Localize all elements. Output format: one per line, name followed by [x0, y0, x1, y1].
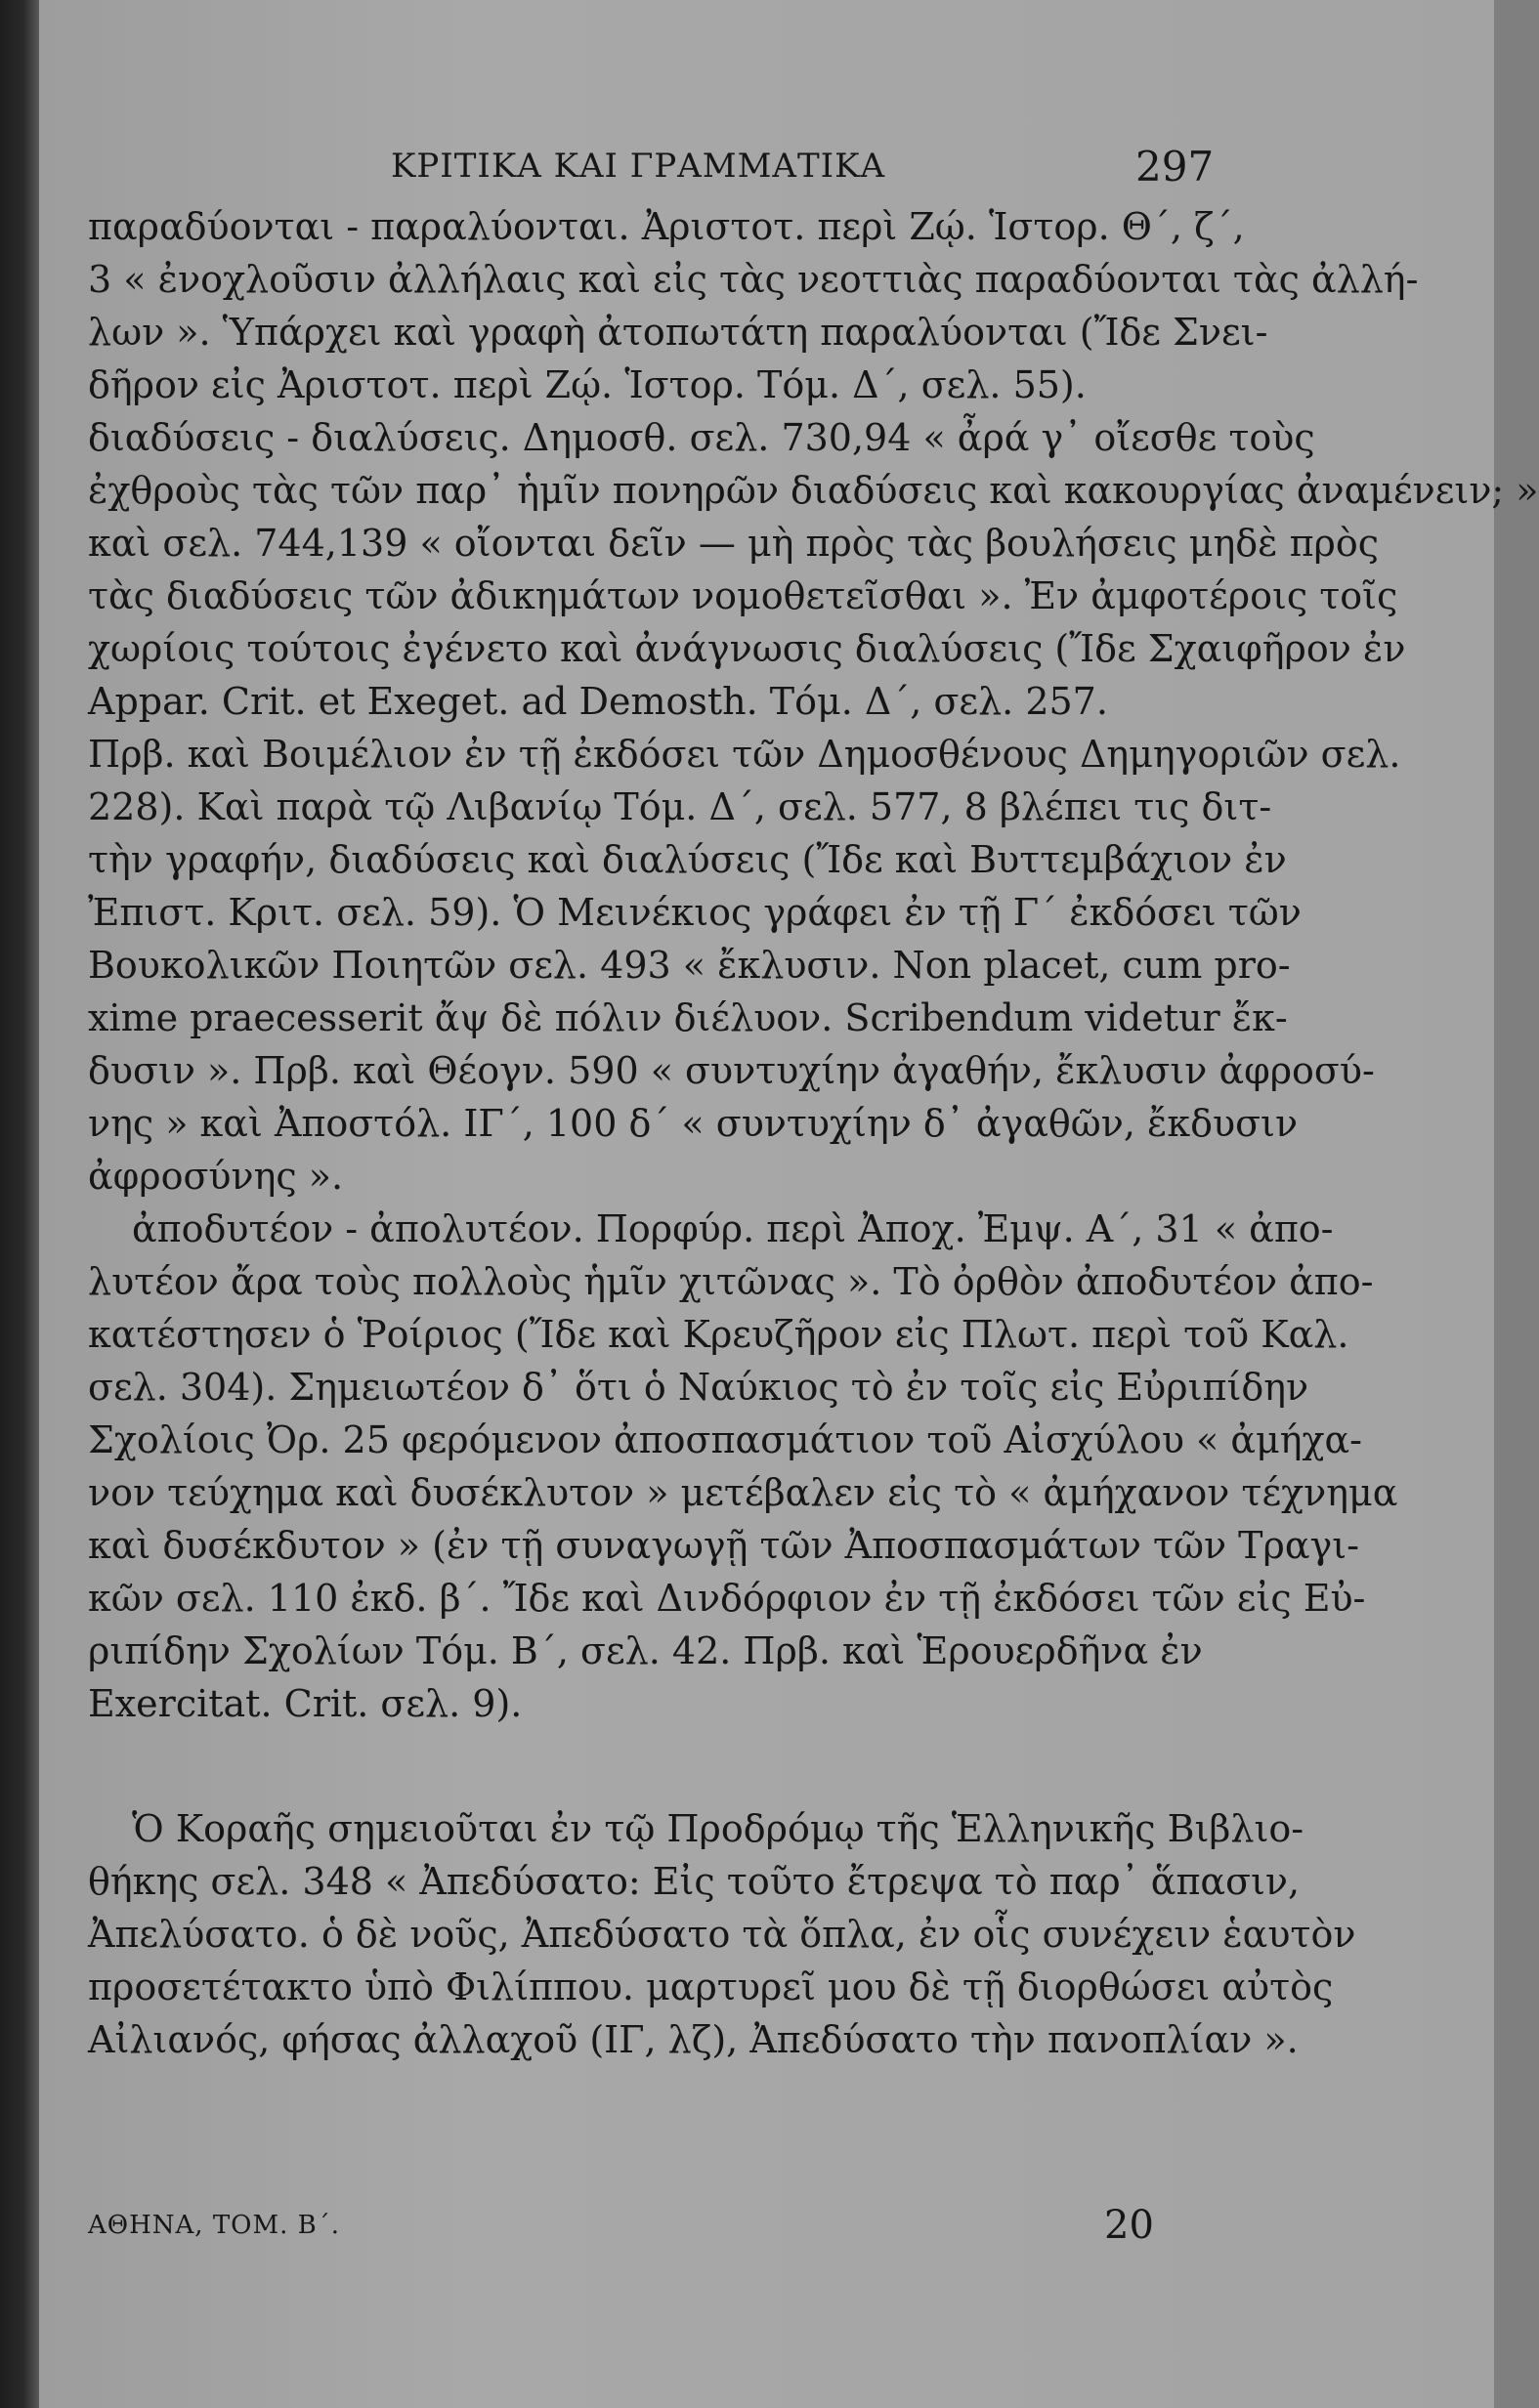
text-line: Appar. Crit. et Exeget. ad Demosth. Τόμ. Δ΄, σελ. 257.: [88, 680, 1108, 723]
book-page: [39, 0, 1539, 2408]
text-line: Exercitat. Crit. σελ. 9).: [88, 1682, 523, 1725]
text-line: παραδύονται - παραλύονται. Ἀριστοτ. περὶ Ζῴ. Ἱστορ. Θ΄, ζ΄,: [88, 205, 1245, 248]
text-line: ἀποδυτέον - ἀπολυτέον. Πορφύρ. περὶ Ἀποχ. Ἐμψ. Α΄, 31 « ἀπο-: [132, 1207, 1334, 1250]
paragraph-3: [88, 1802, 1356, 2066]
text-line: Ὁ Κοραῆς σημειοῦται ἐν τῷ Προδρόμῳ τῆς Ἑλληνικῆς Βιβλιο-: [132, 1807, 1304, 1850]
running-title: ΚΡΙΤΙΚΑ ΚΑΙ ΓΡΑΜΜΑΤΙΚΑ: [391, 147, 886, 186]
paragraph-1: [88, 200, 1539, 1203]
body-text: [88, 200, 1539, 2066]
sheet-number: 20: [1104, 2203, 1154, 2248]
text-line: καὶ δυσέκδυτον » (ἐν τῇ συναγωγῇ τῶν Ἀποσπασμάτων τῶν Τραγι-: [88, 1524, 1359, 1567]
text-line: Πρβ. καὶ Βοιμέλιον ἐν τῇ ἐκδόσει τῶν Δημοσθένους Δημηγοριῶν σελ.: [88, 733, 1401, 776]
text-line: δυσιν ». Πρβ. καὶ Θέογν. 590 « συντυχίην ἀγαθήν, ἔκλυσιν ἀφροσύ-: [88, 1049, 1375, 1092]
text-line: Αἰλιανός, φήσας ἀλλαχοῦ (ΙΓ, λζ), Ἀπεδύσατο τὴν πανοπλίαν ».: [88, 2018, 1299, 2061]
text-line: λων ». Ὑπάρχει καὶ γραφὴ ἀτοπωτάτη παραλύονται (Ἴδε Σνει-: [88, 311, 1268, 354]
scan-binding-shadow: [0, 0, 39, 2408]
text-line: χωρίοις τούτοις ἐγένετο καὶ ἀνάγνωσις διαλύσεις (Ἴδε Σχαιφῆρον ἐν: [88, 627, 1406, 670]
signature-mark: ΑΘΗΝΑ, ΤΟΜ. Β΄.: [88, 2211, 341, 2240]
text-line: τὴν γραφήν, διαδύσεις καὶ διαλύσεις (Ἴδε καὶ Βυττεμβάχιον ἐν: [88, 838, 1287, 881]
text-line: Ἐπιστ. Κριτ. σελ. 59). Ὁ Μεινέκιος γράφει ἐν τῇ Γ΄ ἐκδόσει τῶν: [88, 891, 1302, 934]
text-line: ἐχθροὺς τὰς τῶν παρ᾿ ἡμῖν πονηρῶν διαδύσεις καὶ κακουργίας ἀναμένειν; »: [88, 469, 1539, 512]
text-line: κῶν σελ. 110 ἐκδ. β΄. Ἴδε καὶ Δινδόρφιον ἐν τῇ ἐκδόσει τῶν εἰς Εὐ-: [88, 1577, 1366, 1620]
text-line: κατέστησεν ὁ Ῥοίριος (Ἴδε καὶ Κρευζῆρον εἰς Πλωτ. περὶ τοῦ Καλ.: [88, 1313, 1349, 1356]
text-line: ἀφροσύνης ».: [88, 1155, 344, 1198]
text-line: Βουκολικῶν Ποιητῶν σελ. 493 « ἔκλυσιν. Non placet, cum pro-: [88, 944, 1291, 987]
text-line: θήκης σελ. 348 « Ἀπεδύσατο: Εἰς τοῦτο ἔτρεψα τὸ παρ᾿ ἅπασιν,: [88, 1860, 1301, 1903]
text-line: δῆρον εἰς Ἀριστοτ. περὶ Ζῴ. Ἱστορ. Τόμ. Δ΄, σελ. 55).: [88, 363, 1087, 406]
text-line: διαδύσεις - διαλύσεις. Δημοσθ. σελ. 730,94 « ἆρά γ᾿ οἴεσθε τοὺς: [88, 416, 1315, 459]
text-line: xime praecesserit ἄψ δὲ πόλιν διέλυον. Scribendum videtur ἔκ-: [88, 996, 1288, 1039]
text-line: 228). Καὶ παρὰ τῷ Λιβανίῳ Τόμ. Δ΄, σελ. 577, 8 βλέπει τις διτ-: [88, 785, 1272, 828]
text-line: νης » καὶ Ἀποστόλ. ΙΓ΄, 100 δ΄ « συντυχίην δ᾿ ἀγαθῶν, ἔκδυσιν: [88, 1102, 1299, 1145]
page-number: 297: [1135, 143, 1215, 190]
text-line: προσετέτακτο ὑπὸ Φιλίππου. μαρτυρεῖ μου δὲ τῇ διορθώσει αὐτὸς: [88, 1965, 1334, 2008]
page-footer: [88, 2203, 1173, 2252]
text-line: σελ. 304). Σημειωτέον δ᾿ ὅτι ὁ Ναύκιος τὸ ἐν τοῖς εἰς Εὐριπίδην: [88, 1366, 1309, 1409]
text-line: ριπίδην Σχολίων Τόμ. Β΄, σελ. 42. Πρβ. καὶ Ἑρουερδῆνα ἐν: [88, 1629, 1203, 1672]
text-line: Σχολίοις Ὀρ. 25 φερόμενον ἀποσπασμάτιον τοῦ Αἰσχύλου « ἀμήχα-: [88, 1418, 1363, 1461]
paragraph-gap: [88, 1730, 1246, 1802]
text-line: λυτέον ἄρα τοὺς πολλοὺς ἡμῖν χιτῶνας ». Τὸ ὀρθὸν ἀποδυτέον ἀπο-: [88, 1260, 1374, 1303]
text-line: 3 « ἐνοχλοῦσιν ἀλλήλαις καὶ εἰς τὰς νεοττιὰς παραδύονται τὰς ἀλλή-: [88, 258, 1419, 301]
text-line: νον τεύχημα καὶ δυσέκλυτον » μετέβαλεν εἰς τὸ « ἀμήχανον τέχνημα: [88, 1471, 1398, 1514]
text-line: Ἀπελύσατο. ὁ δὲ νοῦς, Ἀπεδύσατο τὰ ὅπλα, ἐν οἷς συνέχειν ἑαυτὸν: [88, 1913, 1356, 1956]
text-line: καὶ σελ. 744,139 « οἴονται δεῖν — μὴ πρὸς τὰς βουλήσεις μηδὲ πρὸς: [88, 522, 1380, 565]
text-line: τὰς διαδύσεις τῶν ἀδικημάτων νομοθετεῖσθαι ». Ἐν ἀμφοτέροις τοῖς: [88, 574, 1398, 617]
paragraph-2: [88, 1203, 1398, 1730]
